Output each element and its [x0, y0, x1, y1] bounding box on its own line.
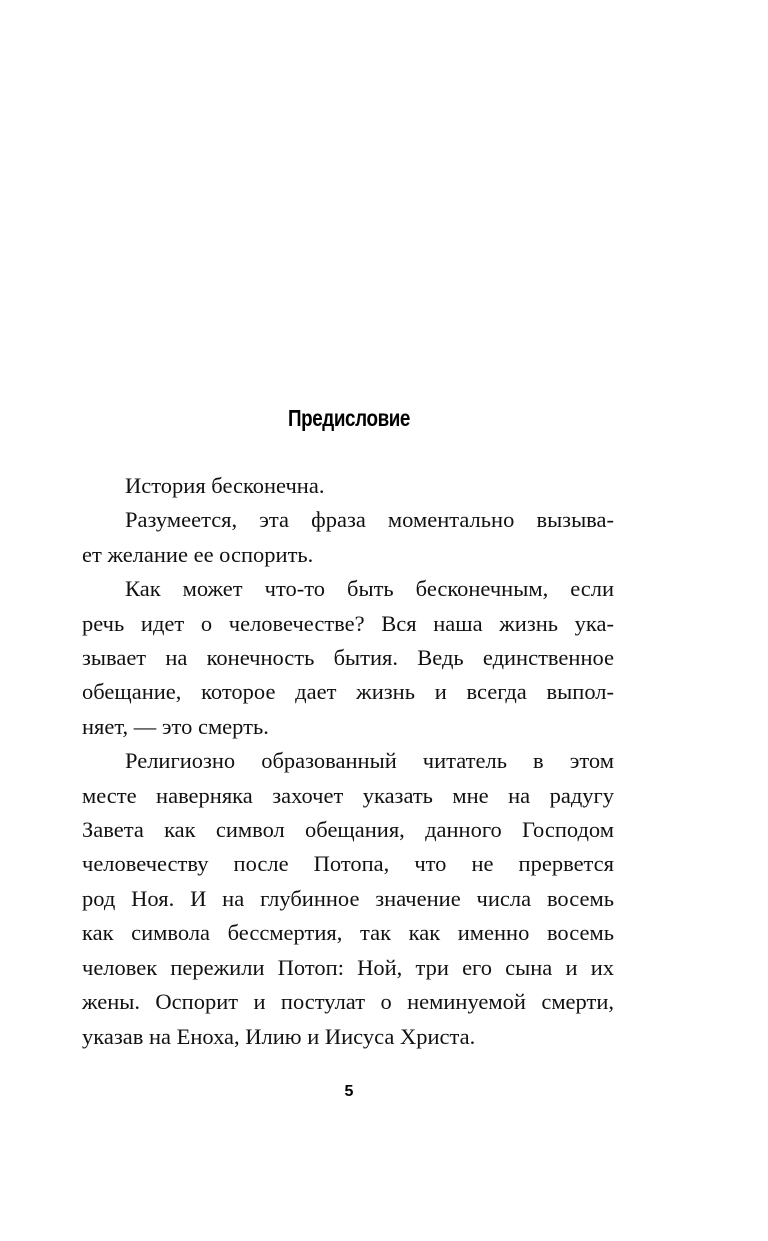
paragraph	[82, 469, 614, 503]
text-line: История бесконечна.	[125, 473, 325, 498]
text-line: месте наверняка захочет указать мне на радугу	[82, 782, 614, 808]
text-line: Религиозно образованный читатель в этом	[125, 748, 614, 774]
text-line: человек пережили Потоп: Ной, три его сына и их	[82, 954, 614, 980]
text-line: Как может что-то быть бесконечным, если	[125, 576, 614, 602]
chapter-heading: Предисловие	[287, 405, 411, 431]
text-line: речь идет о человечестве? Вся наша жизнь ука-	[82, 610, 614, 636]
page-number: 5	[344, 1083, 354, 1100]
paragraph	[82, 503, 614, 572]
text-line: указав на Еноха, Илию и Иисуса Христа.	[82, 1023, 476, 1049]
text-line: няет, — это смерть.	[82, 713, 269, 739]
paragraph	[82, 744, 614, 1054]
text-line: род Ноя. И на глубинное значение числа восемь	[82, 885, 614, 911]
text-line: как символа бессмертия, так как именно восемь	[82, 920, 614, 946]
text-line: обещание, которое дает жизнь и всегда выпол-	[82, 679, 614, 705]
text-line: ет желание ее оспорить.	[82, 541, 314, 567]
text-line: жены. Оспорит и постулат о неминуемой смерти,	[82, 989, 614, 1015]
paragraph	[82, 572, 614, 744]
text-line: зывает на конечность бытия. Ведь единственное	[82, 645, 614, 671]
text-line: Завета как символ обещания, данного Господом	[82, 817, 614, 843]
text-line: Разумеется, эта фраза моментально вызыва-	[125, 507, 614, 533]
body-text	[82, 469, 614, 1054]
text-line: человечеству после Потопа, что не прервется	[82, 851, 614, 877]
